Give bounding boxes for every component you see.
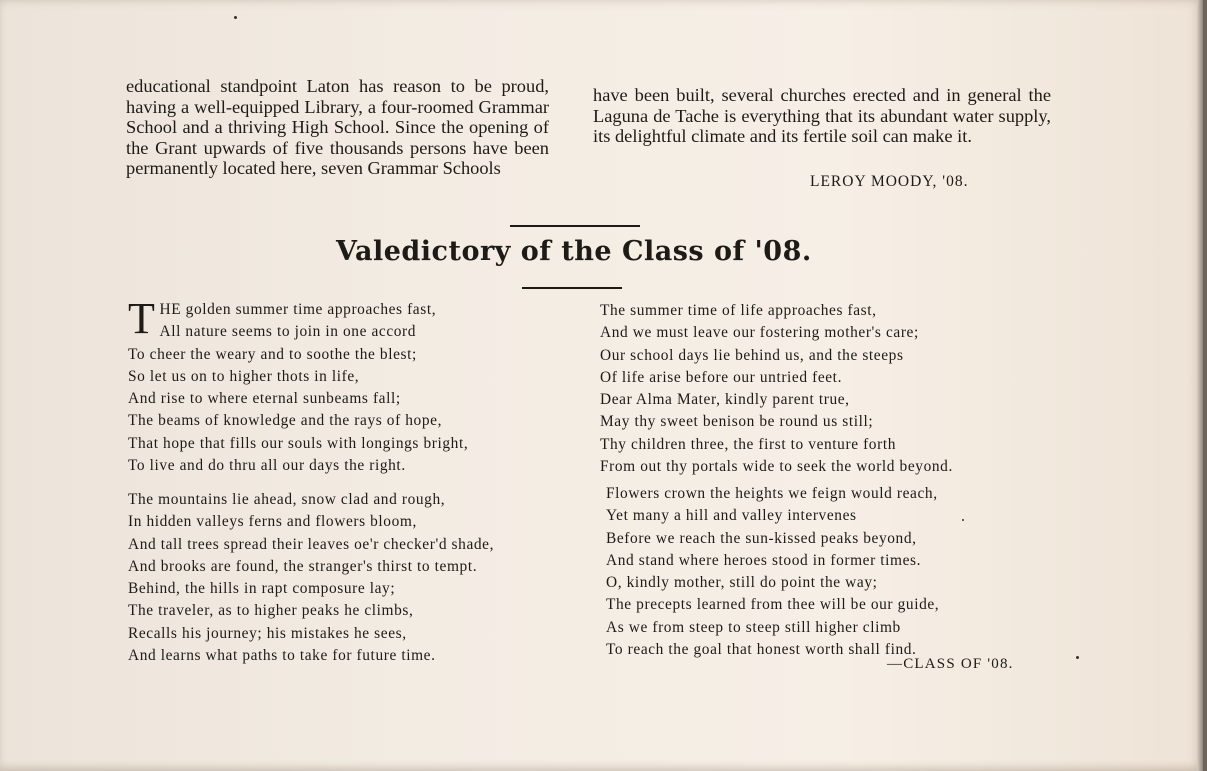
poem-line: To live and do thru all our days the right. [128, 457, 406, 475]
poem-line: And learns what paths to take for future time. [128, 647, 436, 665]
poem-stanza-2 [128, 489, 494, 667]
page-edge [1197, 0, 1203, 771]
poem-line: And rise to where eternal sunbeams fall; [128, 390, 401, 408]
poem-line: And brooks are found, the stranger's thirst to tempt. [128, 557, 478, 575]
paper-speck [234, 16, 237, 19]
poem-line: Yet many a hill and valley intervenes [606, 507, 857, 525]
poem-line: The mountains lie ahead, snow clad and rough, [128, 491, 446, 508]
poem-line: May thy sweet benison be round us still; [600, 413, 874, 431]
poem-line: Dear Alma Mater, kindly parent true, [600, 391, 850, 409]
poem-stanza-4 [606, 483, 939, 661]
article-left-column: educational standpoint Laton has reason to be proud, having a well-equipped Library, a four-roomed Grammar School and a thriving High School. Since the opening of the Grant upwards of five thousands persons have been permanently located here, seven Grammar Schools [126, 76, 549, 179]
poem-line: HE golden summer time approaches fast, [159, 301, 437, 318]
paper-speck [1076, 656, 1079, 659]
poem-line: Thy children three, the first to venture forth [600, 435, 896, 453]
poem-line: The precepts learned from thee will be our guide, [606, 596, 940, 614]
poem-line: And we must leave our fostering mother's care; [600, 324, 919, 342]
poem-line: Behind, the hills in rapt composure lay; [128, 580, 396, 598]
article-signature: LEROY MOODY, '08. [810, 173, 969, 190]
drop-cap: T [128, 294, 156, 343]
poem-line: In hidden valleys ferns and flowers bloom, [128, 513, 417, 531]
poem-line: The beams of knowledge and the rays of hope, [128, 412, 443, 430]
poem-line: Of life arise before our untried feet. [600, 368, 843, 386]
divider-rule-top [510, 225, 640, 227]
poem-line: Flowers crown the heights we feign would reach, [606, 485, 938, 502]
poem-line: That hope that fills our souls with longings bright, [128, 434, 469, 452]
page-title: Valedictory of the Class of '08. [336, 236, 812, 267]
poem-line: Before we reach the sun-kissed peaks beyond, [606, 529, 917, 547]
poem-line: Recalls his journey; his mistakes he sees, [128, 624, 407, 642]
poem-line: As we from steep to steep still higher climb [606, 618, 901, 636]
poem-signature: —CLASS OF '08. [887, 656, 1014, 672]
poem-line: And stand where heroes stood in former times. [606, 551, 922, 569]
poem-line: To cheer the weary and to soothe the blest; [128, 345, 417, 363]
poem-line: So let us on to higher thots in life, [128, 367, 360, 385]
poem-line: And tall trees spread their leaves oe'r checker'd shade, [128, 535, 495, 553]
poem-line: The traveler, as to higher peaks he climbs, [128, 602, 414, 620]
poem-line: The summer time of life approaches fast, [600, 302, 877, 319]
poem-line: O, kindly mother, still do point the way; [606, 574, 878, 592]
poem-line: From out thy portals wide to seek the world beyond. [600, 458, 953, 476]
poem-line: To reach the goal that honest worth shall find. [606, 641, 917, 659]
poem-stanza-3 [600, 300, 953, 478]
article-right-column: have been built, several churches erected and in general the Laguna de Tache is everything that its abundant water supply, its delightful climate and its fertile soil can make it. [593, 85, 1051, 147]
poem-line: All nature seems to join in one accord [159, 323, 417, 341]
poem-stanza-1 [128, 294, 469, 477]
paper-speck [962, 519, 964, 521]
divider-rule-bottom [522, 287, 622, 289]
poem-line: Our school days lie behind us, and the steeps [600, 346, 904, 364]
